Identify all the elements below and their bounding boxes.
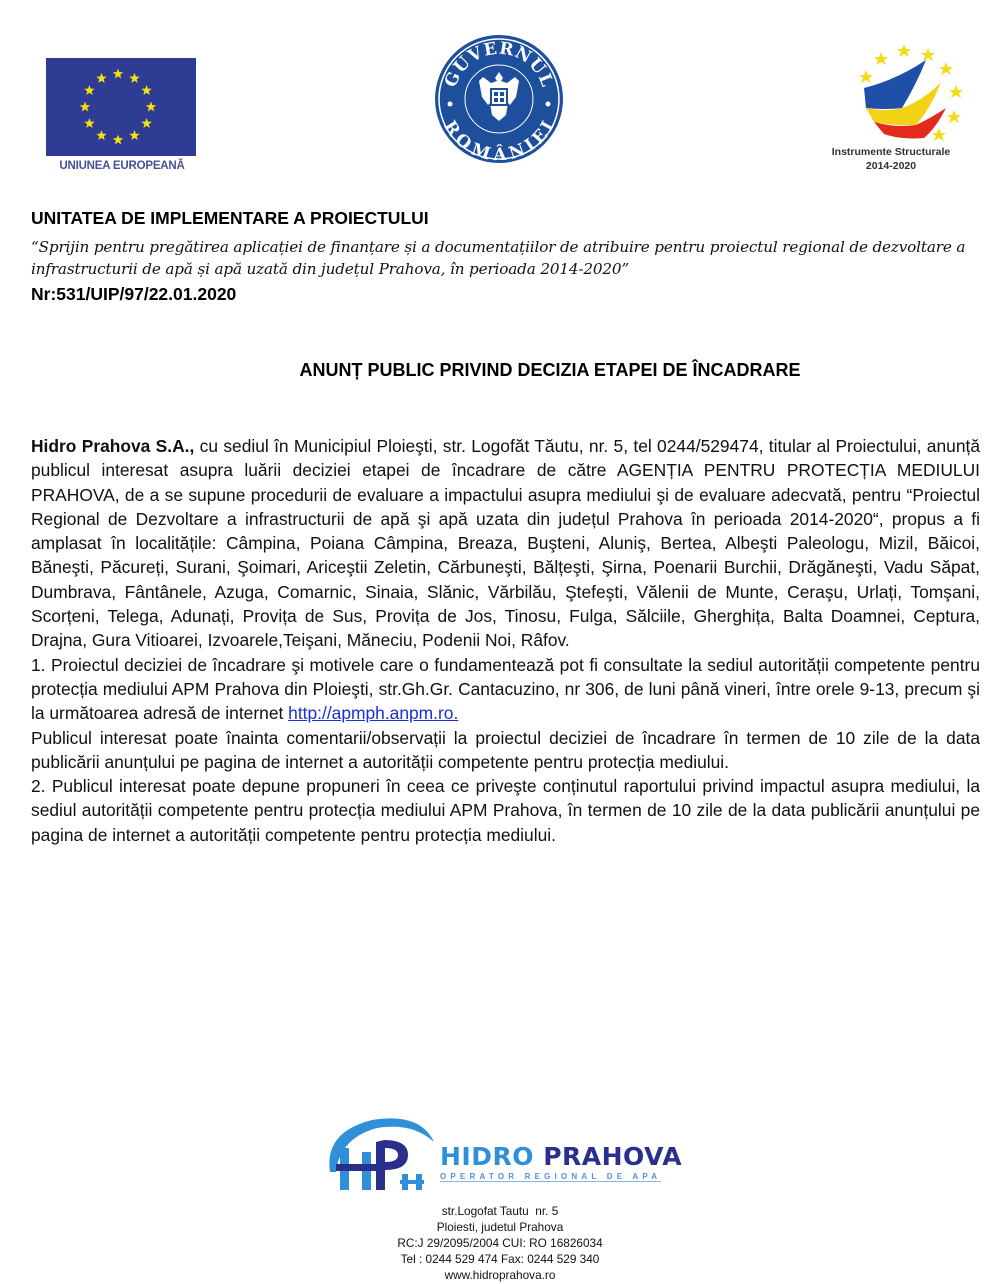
government-seal-logo	[432, 32, 566, 166]
eu-star-icon	[146, 102, 156, 112]
footer-website: www.hidroprahova.ro	[444, 1268, 556, 1282]
comments-paragraph: Publicul interesat poate înainta comentarii/observații la proiectul deciziei de încadrare în termen de 10 zile de la data publicării anunțului pe pagina de internet a autorității competente pentru protecția mediului.	[31, 727, 980, 772]
intro-paragraph	[31, 434, 980, 653]
hidro-prahova-wordmark	[440, 1142, 682, 1171]
company-name: Hidro Prahova S.A.,	[31, 436, 195, 456]
instrumente-structurale-logo	[806, 30, 976, 186]
point-1-paragraph	[31, 653, 980, 726]
is-logo-label-line1: Instrumente Structurale	[831, 146, 951, 158]
footer-contact	[300, 1203, 700, 1283]
eu-star-icon	[96, 73, 106, 83]
point-1-text: 1. Proiectul deciziei de încadrare şi motivele care o fundamentează pot fi consultate la sediul autorității competente pentru protecția mediului APM Prahova din Ploieşti, str.Gh.Gr. Cantacuzino, nr 306, de luni până vineri, între orele 9-13, precum şi la următoarea adresă de internet	[31, 654, 980, 724]
eu-star-icon	[129, 130, 139, 140]
header-logos	[0, 0, 1000, 200]
reference-number: Nr:531/UIP/97/22.01.2020	[31, 284, 237, 304]
wordmark-hidro: HIDRO	[440, 1142, 534, 1171]
structural-instruments-emblem-icon	[806, 30, 976, 142]
eu-star-icon	[141, 118, 151, 128]
announcement-body	[31, 434, 980, 847]
footer-contact-phone: Tel : 0244 529 474 Fax: 0244 529 340	[400, 1252, 600, 1266]
eu-star-icon	[96, 130, 106, 140]
is-logo-label-line2: 2014-2020	[865, 160, 917, 172]
footer-address-line1: str.Logofat Tautu nr. 5	[441, 1204, 559, 1218]
footer-registry: RC:J 29/2095/2004 CUI: RO 16826034	[397, 1236, 603, 1250]
footer-address-line2: Ploiesti, judetul Prahova	[436, 1220, 564, 1234]
wordmark-prahova: PRAHOVA	[543, 1142, 683, 1171]
org-title: UNITATEA DE IMPLEMENTARE A PROIECTULUI	[31, 208, 429, 228]
eu-star-icon	[113, 69, 123, 79]
eu-logo	[44, 56, 198, 180]
eu-star-icon	[129, 73, 139, 83]
project-quote: “Sprijin pentru pregătirea aplicației de finanțare și a documentațiilor de atribuire pentru proiectul regional de dezvoltare a infrastructurii de apă și apă uzată din județul Prahova, în perioada 2014-2020”	[31, 238, 966, 278]
announcement-title: ANUNȚ PUBLIC PRIVIND DECIZIA ETAPEI DE ÎNCADRARE	[299, 360, 801, 380]
apm-website-link[interactable]: http://apmph.anpm.ro	[288, 703, 454, 724]
eu-star-icon	[141, 85, 151, 95]
apm-website-link-period: .	[453, 703, 459, 724]
eu-stars-icon	[46, 58, 196, 156]
seal-text-bottom: ROMÂNIEI	[439, 117, 559, 166]
eu-star-icon	[80, 102, 90, 112]
point-2-paragraph: 2. Publicul interesat poate depune propuneri în ceea ce priveşte conținutul raportului privind impactul asupra mediului, la sediul autorității competente pentru protecția mediului APM Prahova, în termen de 10 zile de la data publicării anunțului pe pagina de internet a autorității competente pentru protecția mediului.	[31, 776, 980, 845]
eu-star-icon	[84, 118, 94, 128]
hph-monogram-icon	[322, 1112, 437, 1200]
hidro-prahova-logo	[322, 1112, 702, 1200]
seal-text-top: GUVERNUL	[440, 38, 558, 91]
eu-logo-label: UNIUNEA EUROPEANĂ	[59, 160, 185, 172]
intro-text: cu sediul în Municipiul Ploieşti, str. Logofăt Tăutu, nr. 5, tel 0244/529474, titular al Proiectului, anunță publicul interesat asupra luării deciziei etapei de încadrare de către AGENȚIA PENTRU PROTECȚIA MEDIULUI PRAHOVA, de a se supune procedurii de evaluare a impactului asupra mediului şi de evaluare adecvată, pentru “Proiectul Regional de Dezvoltare a infrastructurii de apă şi apă uzata din județul Prahova în perioada 2014-2020“, propus a fi amplasat în localitățile: Câmpina, Poiana Câmpina, Breaza, Buşteni, Aluniş, Bertea, Albeşti Paleologu, Mizil, Băicoi, Băneşti, Păcureți, Surani, Şoimari, Ariceştii Zeletin, Cărbuneşti, Bălțeşti, Şirna, Poenarii Burchii, Drăgăneşti, Vadu Săpat, Dumbrava, Fântânele, Azuga, Comarnic, Sinaia, Slănic, Vărbilău, Ştefeşti, Vălenii de Munte, Ceraşu, Urlați, Tomşani, Scorțeni, Telega, Adunați, Provița de Sus, Provița de Jos, Tinosu, Fulga, Sălciile, Gherghița, Balta Doamnei, Ceptura, Drajna, Gura Vitioarei, Izvoarele,Teişani, Măneciu, Podenii Noi, Râfov.	[31, 436, 980, 651]
eu-star-icon	[113, 135, 123, 145]
eu-flag	[46, 58, 196, 156]
eu-star-icon	[84, 85, 94, 95]
wordmark-subtitle: OPERATOR REGIONAL DE APA	[440, 1172, 662, 1181]
